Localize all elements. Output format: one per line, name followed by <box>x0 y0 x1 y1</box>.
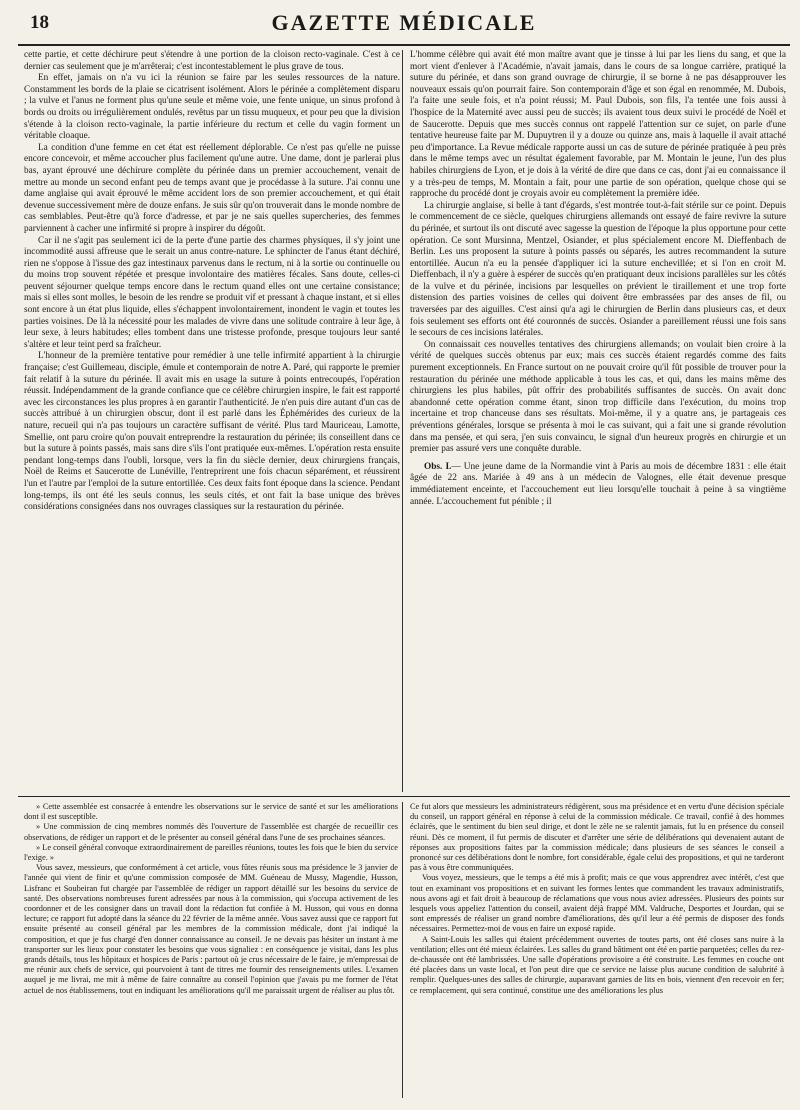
note-paragraph: » Le conseil général convoque extraordinairement de pareilles réunions, toutes les fois que le bien du service l'exige. » <box>24 842 398 863</box>
footnote-column-left <box>24 802 398 1098</box>
page-number: 18 <box>30 12 49 33</box>
paragraph: La chirurgie anglaise, si belle à tant d'égards, s'est montrée tout-à-fait stérile sur ce point. Depuis le commencement de ce siècle, quelques chirurgiens allemands ont essayé de faire revivre la suture du périnée, et surtout ils ont discuté avec sagesse la question de l'époque la plus opportune pour cette opération. Ce sont Mursinna, Mentzel, Osiander, et plus spécialement encore M. Dieffenbach de Berlin. Les uns proposent la suture à points passés ou séparés, les autres recommandent la suture entortillée. Aucun n'a eu la pensée d'appliquer ici la suture enchevillée; et si l'on en croit M. Dieffenbach, il n'y a guère à espérer de succès qu'en pratiquant deux incisions parallèles sur les côtés de la vulve et du périnée, incisions par lesquelles on prévient le tiraillement et une trop forte distension des parties voisines de celles qui doivent être embrassées par des anses de fil, ou traversées par des aiguilles. C'est ainsi qu'a agi le chirurgien de Berlin dans plusieurs cas, et deux fois seulement ses efforts ont été couronnés de succès. Osiander a pareillement réussi une fois sans le secours de ces incisions latérales. <box>410 200 786 339</box>
section-divider <box>18 796 790 797</box>
observation-text: — Une jeune dame de la Normandie vint à Paris au mois de décembre 1831 : elle était âgée de 22 ans. Mariée à 49 ans à un médecin de Valognes, elle était devenue presque immédiatement enceinte, et l'accouchement eut lieu lorsqu'elle touchait à peine à sa vingtième année. L'accouchement fut pénible ; il <box>410 461 786 507</box>
page-header <box>18 10 790 46</box>
paragraph: L'homme célèbre qui avait été mon maître avant que je tinsse à lui par les liens du sang, et que la mort vient d'enlever à l'Académie, n'avait jamais, dans le cours de sa longue carrière, pratiqué la suture du périnée, et dans son grand ouvrage de chirurgie, il se borne à ne pas désapprouver les nouveaux essais qu'on pourrait faire. Son contemporain d'âge et son égal en renommée, M. Dubois, l'a faite une seule fois, et n'a point réussi; M. Paul Dubois, son fils, l'a tentée une fois aussi à l'hospice de la Maternité avec aussi peu de succès; ils avaient tous deux suivi le procédé de Noël et de Saucerotte. Depuis que mes succès connus ont rappelé l'attention sur ce sujet, on parle d'une tentative heureuse faite par M. Dupuytren il y a douze ou quinze ans, mais à laquelle il avait attaché peu d'importance. La Revue médicale rapporte aussi un cas de suture de périnée pratiquée à peu près dans le même temps avec un résultat également favorable, par M. Montain le jeune, l'un des plus habiles chirurgiens de Lyon, et je dois à la vérité de dire que dans ce cas, dont j'ai eu connaissance il y a très-peu de temps, M. Montain a fait, pour une partie de son opération, quelque chose qui se rapproche du procédé dont je croyais avoir eu complètement la première idée. <box>410 50 786 200</box>
paragraph: En effet, jamais on n'a vu ici la réunion se faire par les seules ressources de la nature. Constamment les bords de la plaie se cicatrisent isolément. Alors le périnée a complètement disparu ; la vulve et l'anus ne forment plus qu'une seule et même voie, une fente unique, un sinus profond à bords ou droits ou irrégulièrement ondulés, revêtus par un tissu muqueux, et pour peu que la division s'étende à la cloison recto-vaginale, la partie inférieure du rectum et celle du vagin forment un véritable cloaque. <box>24 73 400 142</box>
footnote-section <box>18 802 790 1098</box>
article-column-left <box>24 50 400 792</box>
note-paragraph: Vous voyez, messieurs, que le temps a été mis à profit; mais ce que vous apprendrez avec intérêt, c'est que tout en examinant vos propositions et en suivant les formes lentes que commandent les travaux administratifs, nous avons agi et fait droit à beaucoup de réclamations que vous nous aviez adressées. Plusieurs des points sur lesquels vous appeliez l'attention du conseil, avaient déjà frappé MM. Valdruche, Desportes et Jourdan, qui se sont empressés de réaliser un grand nombre d'améliorations, dès qu'il leur a été permis de disposer des fonds nécessaires. Permettez-moi de vous en faire un exposé rapide. <box>410 873 784 934</box>
footnote-column-divider <box>402 802 403 1098</box>
masthead-title: GAZETTE MÉDICALE <box>271 10 537 35</box>
note-paragraph: » Cette assemblée est consacrée à entendre les observations sur le service de santé et sur les améliorations dont il est susceptible. <box>24 802 398 822</box>
article-column-right <box>410 50 786 792</box>
paragraph: La condition d'une femme en cet état est réellement déplorable. Ce n'est pas qu'elle ne puisse encore concevoir, et même accoucher plus facilement qu'une autre. Une dame, dont je parlerai plus bas, ayant éprouvé une déchirure complète du périnée dans un premier accouchement, venait de mettre au monde un second enfant peu de temps avant que je procédasse à la suture. J'ai connu une dame anglaise qui avait éprouvé le même accident lors de son premier accouchement, et qui était devenue successivement mère de douze enfans. Je suis sûr qu'on trouverait dans le monde nombre de cas semblables. Peut-être qu'à force d'adresse, et par je ne sais quelles supercheries, des femmes parviennent à cacher une infirmité si propre à inspirer du dégoût. <box>24 142 400 234</box>
main-article <box>18 50 790 792</box>
note-paragraph: Vous savez, messieurs, que conformément à cet article, vous fûtes réunis sous ma présidence le 3 janvier de l'année qui vient de finir et qu'une commission composée de MM. Guéneau de Mussy, Magendie, Husson, Lisfranc et Soubeiran fut chargée par l'assemblée de rédiger un rapport détaillé sur les besoins du service de santé. Des observations nombreuses furent adressées par nous à la commission, qui s'occupa activement de les coordonner et de les consigner dans un travail dont la rédaction fut confiée à M. Husson, qui vous en donna lecture; ce rapport fut adopté dans la séance du 22 février de la même année. Vous savez aussi que ce rapport fut ensuite présenté au conseil général par les membres de la commission médicale, dont j'ai indiqué la composition, et que je fus chargé d'en donner connaissance au conseil. Je ne devais pas hésiter un instant à me transporter sur les lieux pour constater les besoins que vous signaliez : en conséquence je visitai, dans les plus grands détails, tous les hôpitaux et hospices de Paris : partout où je crus nécessaire de le faire, je m'empressai de me réunir aux chefs de service, qui pourvoient à tant de titres me fournir des renseignements utiles. L'examen auquel je me livrai, me mit à même de faire connaître au conseil l'opinion que j'avais pu me former de l'état actuel de nos établissemens, tout en indiquant les améliorations qu'il me paraissait urgent de réaliser au plus tôt. <box>24 863 398 995</box>
footnote-column-right <box>410 802 784 1098</box>
observation-label: Obs. I. <box>424 461 452 472</box>
paragraph: cette partie, et cette déchirure peut s'étendre à une portion de la cloison recto-vaginale. C'est à ce dernier cas seulement que je m'arrêterai; c'est incontestablement le plus grave de tous. <box>24 50 400 72</box>
note-paragraph: A Saint-Louis les salles qui étaient précédemment ouvertes de toutes parts, ont été closes sans nuire à la ventilation; elles ont été mieux éclairées. Les salles du grand bâtiment ont été en partie parquetées; celles du rez-de-chaussée ont été lambrissées. Une salle d'opérations provisoire a été construite. Les femmes en couche ont été placées dans un vaste local, et l'on peut dire que ce service ne laisse plus aucune condition de salubrité à remplir. Quelques-unes des salles de chirurgie, auparavant garnies de lits en bois, viennent d'en recevoir en fer; ce remplacement, qui sera continué, constitue une des améliorations les plus <box>410 934 784 995</box>
observation-paragraph <box>410 462 786 508</box>
note-paragraph: Ce fut alors que messieurs les administrateurs rédigèrent, sous ma présidence et en vertu d'une décision spéciale du conseil, un rapport général en réponse à celui de la commission médicale. Ce travail, confié à des hommes éclairés, que le sentiment du bien seul dirige, et dont le zèle ne se ralentit jamais, fut lu en présence du conseil réuni. Dès ce moment, il fut permis de discuter et d'arrêter une série de délibérations qui devenaient autant de réponses aux propositions faites par la commission médicale; dans plusieurs de ses séances le conseil a prononcé sur ces délibérations dont le nombre, fort considérable, égale celui des propositions, et qui ne tarderont pas à vous être communiquées. <box>410 802 784 873</box>
paragraph: Car il ne s'agit pas seulement ici de la perte d'une partie des charmes physiques, il s'y joint une incommodité aussi affreuse que le serait un anus contre-nature. Le sphincter de l'anus étant déchiré, rien ne s'oppose à l'issue des gaz intestinaux parvenus dans le rectum, ni à la sortie ou continuelle ou du moins trop souvent répétée et presque involontaire des matières fécales. Sans doute, celles-ci peuvent séjourner quelque temps encore dans le rectum quand elles ont une certaine consistance; mais si elles sont molles, le besoin de les rendre se produit vif et pressant à chaque instant, et si elles sont encore à un état plus liquide, elles s'échappent involontairement, inondent le vagin et toutes les parties voisines. De là la nécessité pour les malades de vivre dans une solitude contraire à leur âge, à leur sexe, à leurs habitudes; elles tombent dans une tristesse profonde, presque toujours leur santé s'altère et leur teint perd sa fraîcheur. <box>24 235 400 350</box>
paragraph: L'honneur de la première tentative pour remédier à une telle infirmité appartient à la chirurgie française; c'est Guillemeau, disciple, émule et contemporain de notre A. Paré, qui rapporte le premier fait relatif à la suture du périnée. Il avait mis en usage la suture à points entrecoupés, l'opération réussit. Indépendamment de la grande confiance que ce célèbre chirurgien inspire, le fait est rapporté avec les circonstances les plus propres à en garantir l'authenticité. Je n'en puis dire autant d'un cas de succès attribué à un chirurgien obscur, dont il est parlé dans les Éphémérides des curieux de la nature, recueil qui n'a pas toujours un caractère suffisant de vérité. Plus tard Mauriceau, Lamotte, Smellie, ont paru croire qu'on pouvait entreprendre la restauration du périnée; ils conseillent dans ce but la suture à points passés, mais sans dire s'ils l'ont pratiquée eux-mêmes. L'opération resta ensuite pendant long-temps dans l'oubli, lorsque, vers la fin du siècle dernier, deux chirurgiens français, Noël de Reims et Saucerotte de Lunéville, l'entreprirent une fois chacun séparément, et réussirent l'un et l'autre par l'emploi de la suture entortillée. Ces deux faits font époque dans la science. Pendant long-temps, ils ont été les seuls connus, les seuls cités, et ont fait la base unique des brèves considérations consignées dans nos ouvrages classiques sur la restauration du périnée. <box>24 351 400 513</box>
newspaper-page <box>18 10 790 1102</box>
note-paragraph: » Une commission de cinq membres nommés dès l'ouverture de l'assemblée est chargée de recueillir ces observations, de rédiger un rapport et de le présenter au conseil général dans l'une de ses prochaines séances. <box>24 822 398 842</box>
paragraph: On connaissait ces nouvelles tentatives des chirurgiens allemands; on voulait bien croire à la vérité de quelques succès obtenus par eux; mais ces succès étaient regardés comme des faits purement exceptionnels. En France surtout on ne pouvait croire qu'il fût possible de trouver pour la restauration du périnée une méthode applicable à tous les cas, et qui, dans les mains même des chirurgiens les plus habiles, pût offrir des probabilités suffisantes de succès. On avait donc abandonné cette opération comme étant, sinon trop difficile dans l'exécution, du moins trop incertaine et trop chanceuse dans ses résultats. Moi-même, il y a quatre ans, je partageais ces préventions générales, lorsque se présenta à moi le cas suivant, qui a fait une si grande révolution dans ma pensée, et qui sera, j'en suis convaincu, le signal d'un heureux progrès en chirurgie et un premier pas assuré vers une conquête durable. <box>410 339 786 455</box>
column-divider <box>402 50 403 792</box>
